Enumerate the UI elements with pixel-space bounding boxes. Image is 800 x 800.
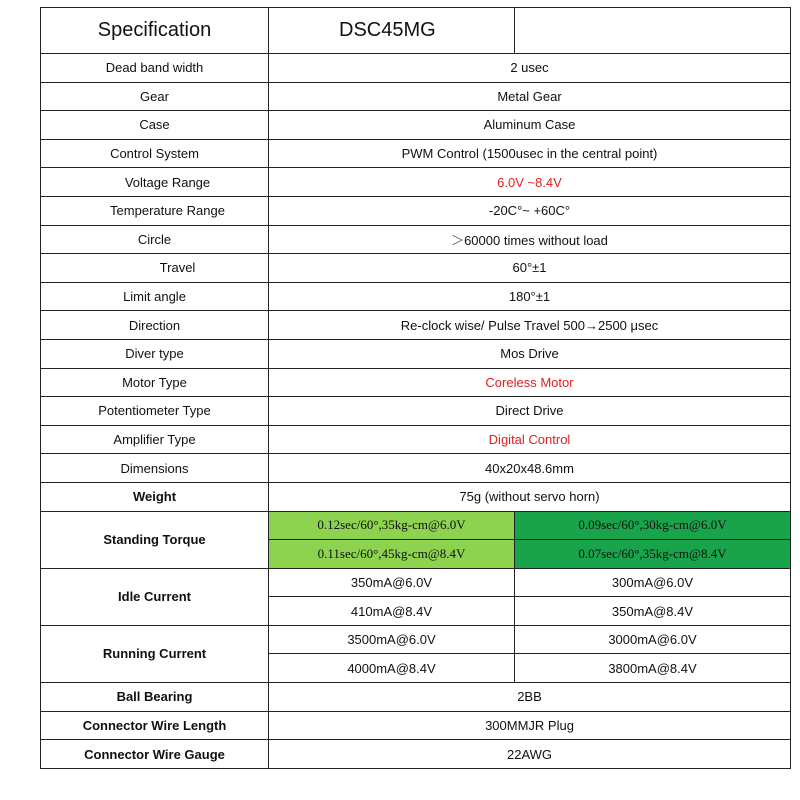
row-value: ＞60000 times without load [269,225,791,254]
row-label: Travel [41,254,269,283]
running-current-b2: 3800mA@8.4V [515,654,791,683]
row-case [41,111,791,140]
row-value: 300MMJR Plug [269,711,791,740]
row-value: Re-clock wise/ Pulse Travel 500→2500 μsec [269,311,791,340]
row-gear [41,82,791,111]
row-amplifier-type [41,425,791,454]
row-value: -20C°~ +60C° [269,196,791,225]
row-idle-current-1 [41,568,791,597]
row-weight [41,482,791,511]
row-control-system [41,139,791,168]
idle-current-label: Idle Current [41,568,269,625]
row-potentiometer-type [41,397,791,426]
idle-current-b1: 300mA@6.0V [515,568,791,597]
row-label: Control System [41,139,269,168]
row-label: Case [41,111,269,140]
row-label: Dead band width [41,54,269,83]
header-row [41,8,791,54]
running-current-a1: 3500mA@6.0V [269,625,515,654]
idle-current-b2: 350mA@8.4V [515,597,791,626]
row-standing-torque-1 [41,511,791,540]
idle-current-a1: 350mA@6.0V [269,568,515,597]
row-label: Temperature Range [41,196,269,225]
idle-current-a2: 410mA@8.4V [269,597,515,626]
row-connector-wire-gauge [41,740,791,769]
row-label: Potentiometer Type [41,397,269,426]
row-value: Mos Drive [269,339,791,368]
row-label: Voltage Range [41,168,269,197]
row-label: Amplifier Type [41,425,269,454]
row-ball-bearing [41,683,791,712]
standing-torque-a2: 0.11sec/60°,45kg-cm@8.4V [269,540,515,569]
row-value: Digital Control [269,425,791,454]
row-value: 2 usec [269,54,791,83]
standing-torque-b1: 0.09sec/60°,30kg-cm@6.0V [515,511,791,540]
row-value: Direct Drive [269,397,791,426]
row-label: Limit angle [41,282,269,311]
row-connector-wire-length [41,711,791,740]
row-label: Connector Wire Gauge [41,740,269,769]
row-label: Ball Bearing [41,683,269,712]
row-value: Aluminum Case [269,111,791,140]
row-direction [41,311,791,340]
header-empty-cell [515,8,791,54]
row-label: Connector Wire Length [41,711,269,740]
row-circle [41,225,791,254]
running-current-label: Running Current [41,625,269,682]
row-value: 180°±1 [269,282,791,311]
row-label: Diver type [41,339,269,368]
standing-torque-label: Standing Torque [41,511,269,568]
standing-torque-a1: 0.12sec/60°,35kg-cm@6.0V [269,511,515,540]
row-value: Metal Gear [269,82,791,111]
header-label: Specification [41,8,269,54]
row-value: 60°±1 [269,254,791,283]
row-label: Gear [41,82,269,111]
row-label: Direction [41,311,269,340]
header-model: DSC45MG [269,8,515,54]
row-label: Weight [41,482,269,511]
running-current-a2: 4000mA@8.4V [269,654,515,683]
row-voltage-range [41,168,791,197]
row-dimensions [41,454,791,483]
row-value: 22AWG [269,740,791,769]
row-label: Motor Type [41,368,269,397]
running-current-b1: 3000mA@6.0V [515,625,791,654]
specification-table [40,7,791,769]
row-diver-type [41,339,791,368]
row-value: 6.0V ~8.4V [269,168,791,197]
row-motor-type [41,368,791,397]
standing-torque-b2: 0.07sec/60°,35kg-cm@8.4V [515,540,791,569]
row-value: 75g (without servo horn) [269,482,791,511]
row-temperature-range [41,196,791,225]
row-value: 2BB [269,683,791,712]
row-dead-band-width [41,54,791,83]
row-value: 40x20x48.6mm [269,454,791,483]
row-travel [41,254,791,283]
row-value: PWM Control (1500usec in the central point) [269,139,791,168]
row-running-current-1 [41,625,791,654]
row-label: Circle [41,225,269,254]
row-label: Dimensions [41,454,269,483]
row-limit-angle [41,282,791,311]
row-value: Coreless Motor [269,368,791,397]
